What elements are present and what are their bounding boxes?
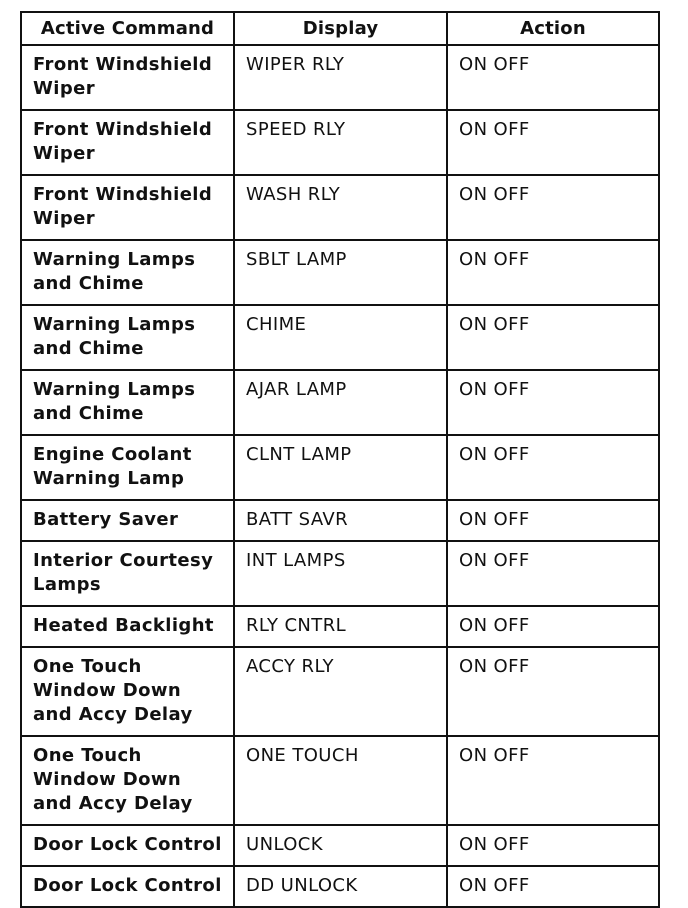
display-cell: ACCY RLY — [234, 647, 447, 736]
display-cell: UNLOCK — [234, 825, 447, 866]
active-command-cell: One Touch Window Down and Accy Delay — [21, 647, 234, 736]
display-cell: SBLT LAMP — [234, 240, 447, 305]
active-command-cell: Door Lock Control — [21, 866, 234, 907]
active-command-table — [20, 11, 660, 908]
action-cell: ON OFF — [447, 825, 659, 866]
table-row — [21, 370, 659, 435]
header-active-command: Active Command — [21, 12, 234, 45]
display-cell: BATT SAVR — [234, 500, 447, 541]
action-cell: ON OFF — [447, 45, 659, 110]
table-row — [21, 45, 659, 110]
display-cell: SPEED RLY — [234, 110, 447, 175]
display-cell: ONE TOUCH — [234, 736, 447, 825]
action-cell: ON OFF — [447, 435, 659, 500]
action-cell: ON OFF — [447, 541, 659, 606]
display-cell: RLY CNTRL — [234, 606, 447, 647]
table-row — [21, 541, 659, 606]
action-cell: ON OFF — [447, 500, 659, 541]
active-command-cell: Front Windshield Wiper — [21, 45, 234, 110]
table-header — [21, 12, 659, 45]
table-row — [21, 110, 659, 175]
active-command-cell: Interior Courtesy Lamps — [21, 541, 234, 606]
active-command-cell: Door Lock Control — [21, 825, 234, 866]
action-cell: ON OFF — [447, 736, 659, 825]
table-row — [21, 606, 659, 647]
display-cell: AJAR LAMP — [234, 370, 447, 435]
active-command-cell: Warning Lamps and Chime — [21, 370, 234, 435]
display-cell: DD UNLOCK — [234, 866, 447, 907]
action-cell: ON OFF — [447, 606, 659, 647]
display-cell: CHIME — [234, 305, 447, 370]
action-cell: ON OFF — [447, 240, 659, 305]
table-row — [21, 175, 659, 240]
action-cell: ON OFF — [447, 110, 659, 175]
header-row — [21, 12, 659, 45]
display-cell: WASH RLY — [234, 175, 447, 240]
display-cell: CLNT LAMP — [234, 435, 447, 500]
action-cell: ON OFF — [447, 647, 659, 736]
header-display: Display — [234, 12, 447, 45]
display-cell: WIPER RLY — [234, 45, 447, 110]
active-command-cell: Front Windshield Wiper — [21, 175, 234, 240]
active-command-cell: Engine Coolant Warning Lamp — [21, 435, 234, 500]
table-row — [21, 305, 659, 370]
active-command-cell: Warning Lamps and Chime — [21, 305, 234, 370]
action-cell: ON OFF — [447, 175, 659, 240]
table-row — [21, 647, 659, 736]
action-cell: ON OFF — [447, 866, 659, 907]
header-action: Action — [447, 12, 659, 45]
active-command-cell: One Touch Window Down and Accy Delay — [21, 736, 234, 825]
active-command-cell: Warning Lamps and Chime — [21, 240, 234, 305]
table-row — [21, 435, 659, 500]
table-body — [21, 45, 659, 907]
table-row — [21, 736, 659, 825]
display-cell: INT LAMPS — [234, 541, 447, 606]
active-command-cell: Front Windshield Wiper — [21, 110, 234, 175]
action-cell: ON OFF — [447, 370, 659, 435]
active-command-cell: Heated Backlight — [21, 606, 234, 647]
action-cell: ON OFF — [447, 305, 659, 370]
table-row — [21, 240, 659, 305]
table-row — [21, 500, 659, 541]
table-row — [21, 866, 659, 907]
active-command-cell: Battery Saver — [21, 500, 234, 541]
